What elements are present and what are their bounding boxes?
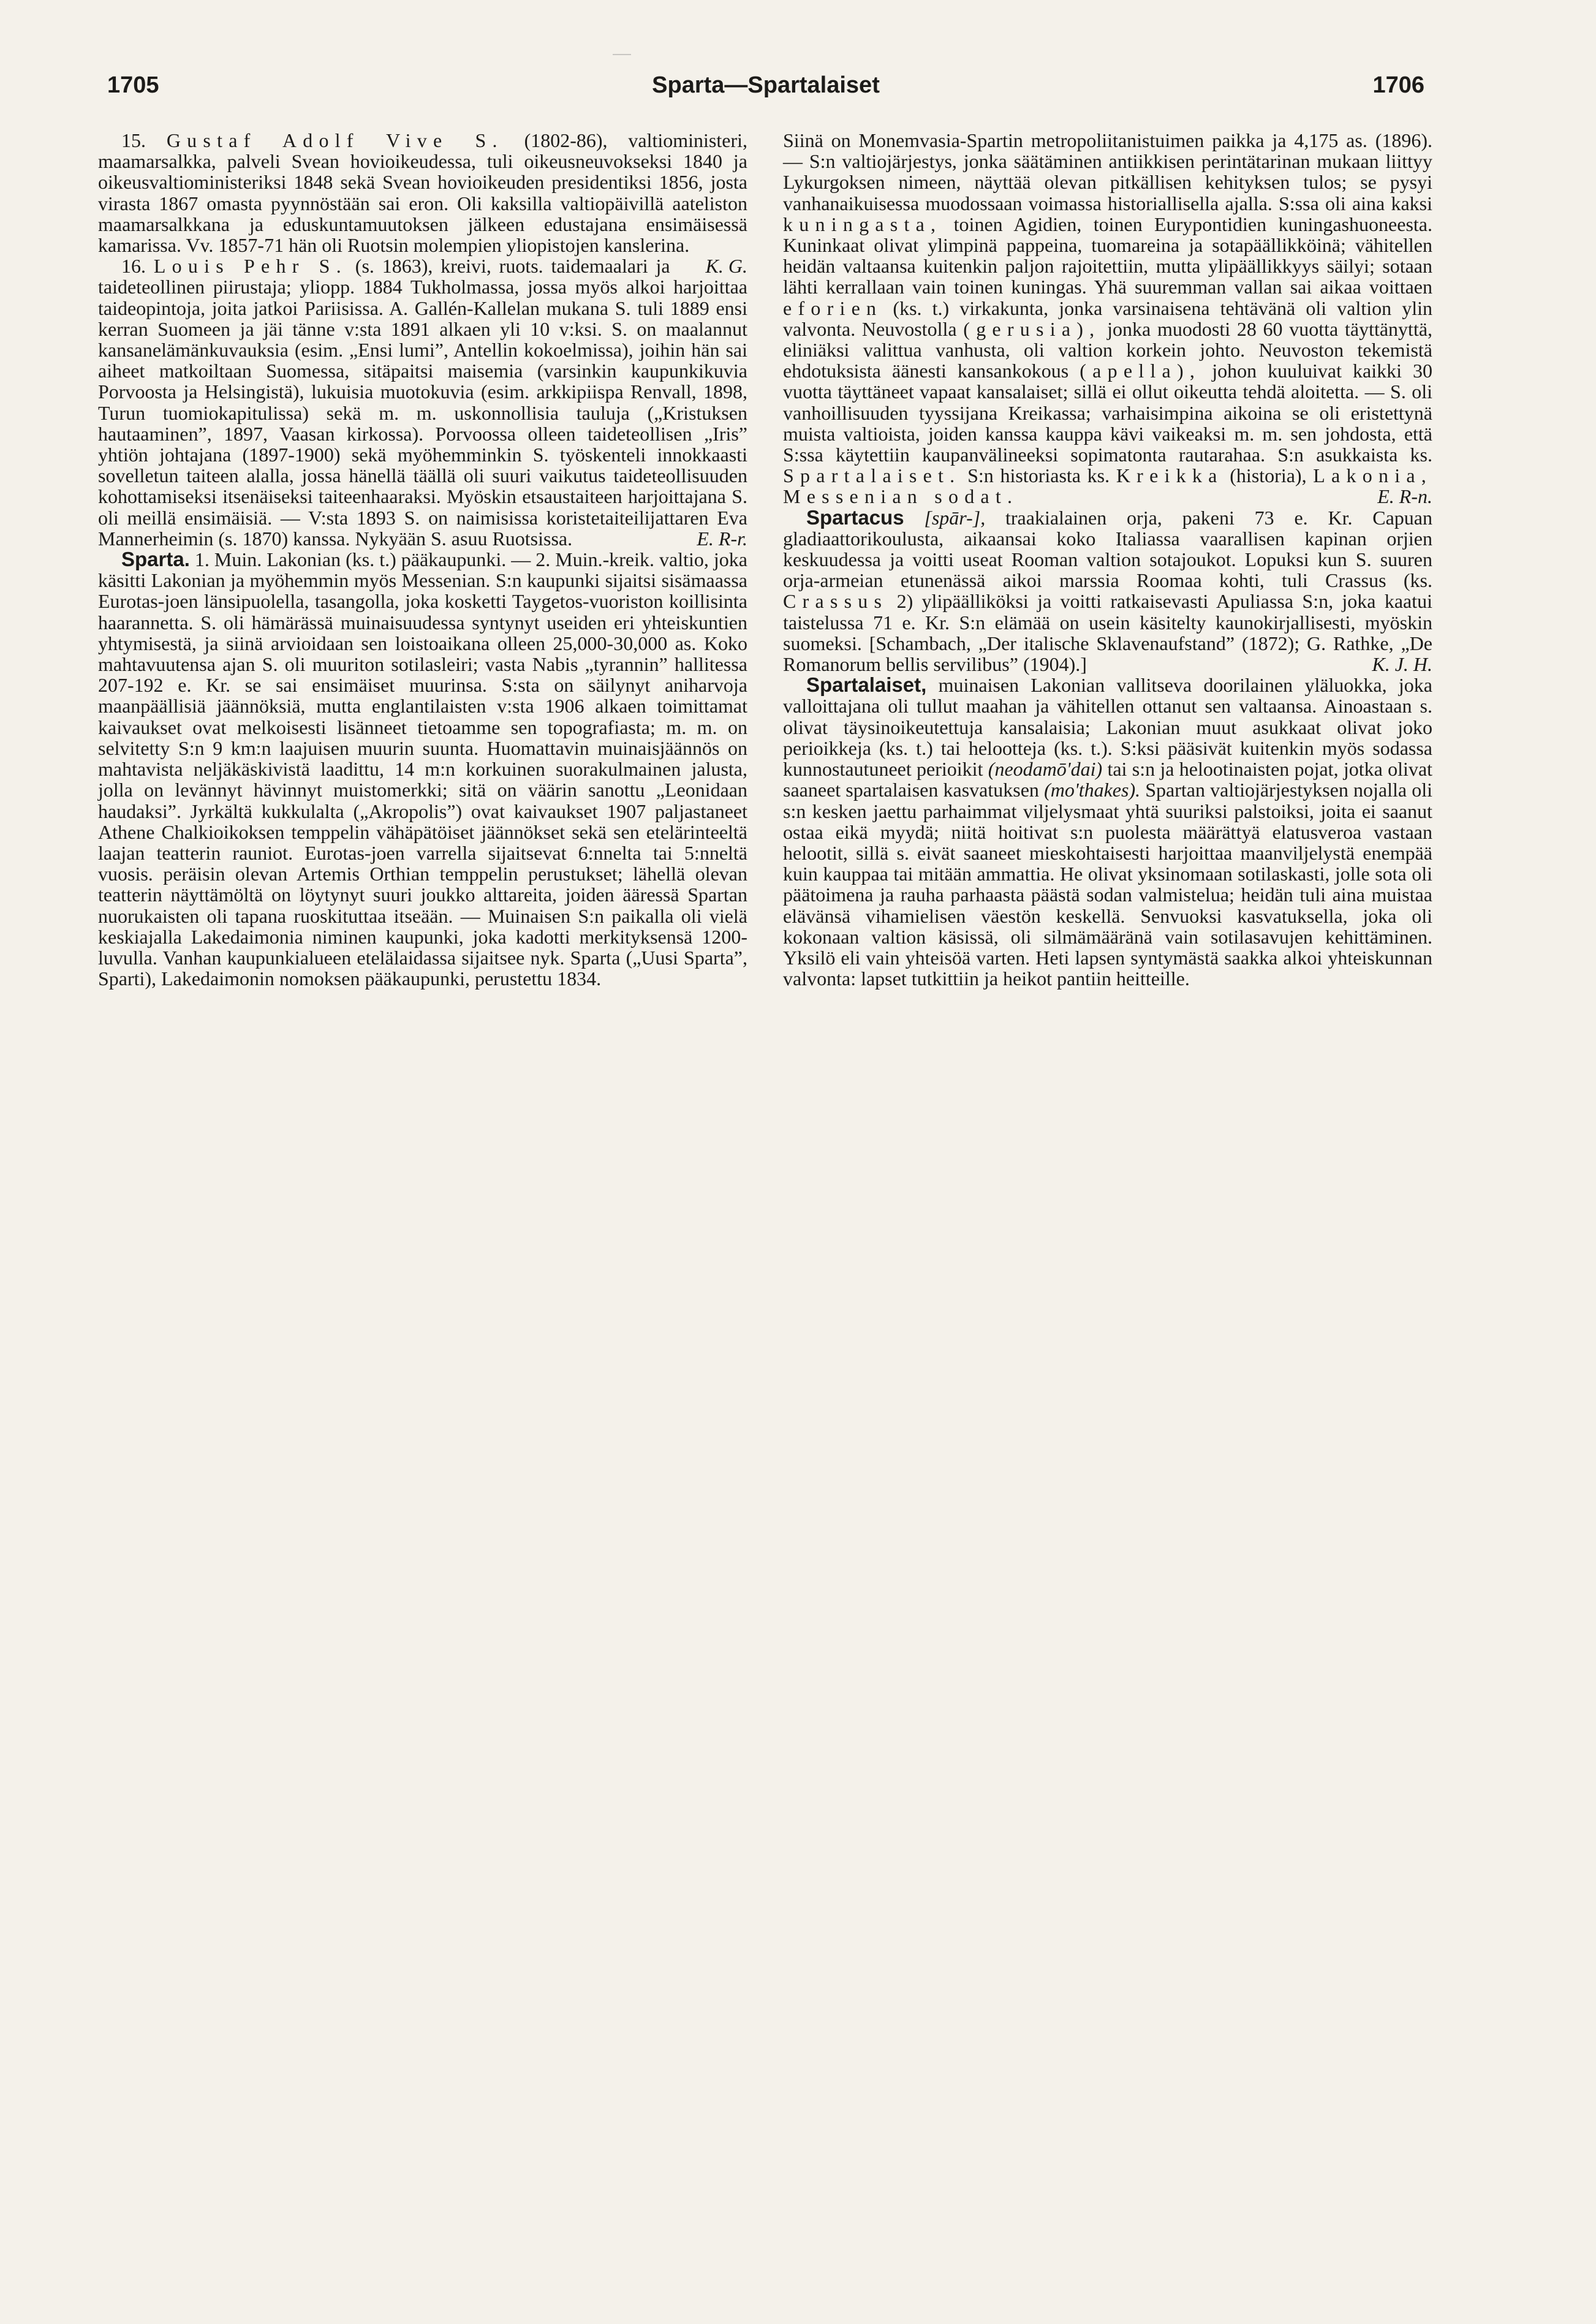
entry-signature: K. J. H. (1372, 653, 1432, 676)
entry-text: (historia), (1230, 464, 1307, 487)
entry-text: toinen Agidien, toinen Eurypontidien kuningashuoneesta. Kuninkaat olivat ylimpinä pappeina, tuomareina ja sotapäällikköinä; vähitellen heidän valtaansa kuitenkin paljon rajoitettiin, mutta ylipäällikkyys säilyi; sotaan lähti kerrallaan vain toinen kuningas. Yhä suuremman vallan sai aikaa voittaen (783, 213, 1433, 298)
entry-text: johon kuuluivat kaikki 30 vuotta täyttäneet vapaat kansalaiset; sillä ei ollut oikeutta tehdä aloitetta. — S. oli vanhoillisuuden tyyssijana Kreikassa; varhaisimpina aikoina se oli eristettynä muista valtioista, joiden kanssa kauppa kävi vaikeaksi m. m. sen johdosta, että S:ssa käytettiin kaupanvälineeksi sopimatonta rautarahaa. S:n asukkaista ks. (783, 360, 1433, 466)
running-title: Sparta—Spartalaiset (652, 72, 880, 98)
cross-reference: Lakonia, (1313, 464, 1433, 487)
entry-text: Spartan valtiojärjestyksen nojalla oli s:n kesken jaettu parhaimmat viljelysmaat yhtä suuriksi palstoiksi, joita ei saanut ostaa eikä myydä; niitä hoitivat s:n puolesta määrättyä elatusveroa vastaan helootit, sillä s. eivät saaneet mieskohtaisesti harjoittaa maanviljelystä enempää kuin kauppaa tai mitään ammattia. He olivat yksinomaan sotilaskasti, jolle sota oli päätoimena ja rauha parhaasta päästä sodan valmistelua; heidän tuli aina muistaa elävänsä vihamielisen väestön keskellä. Senvuoksi kasvatuksella, joka oli kokonaan valtion käsissä, oli silmämääränä vain sotilasavujen kehittäminen. Yksilö eli vain yhteisöä varten. Heti lapsen syntymästä saakka alkoi yhteiskunnan valvonta: lapset tutkittiin ja heikot pantiin heitteille. (783, 779, 1433, 990)
greek-term: (neodamō'dai) (988, 758, 1103, 781)
cross-reference: Kreikka (1116, 464, 1223, 487)
page-header (107, 72, 1424, 109)
entry-spartalaiset (783, 675, 1432, 989)
entry-number: 15. (121, 129, 146, 151)
spaced-term: eforien (783, 297, 883, 319)
entry-name: Louis Pehr S. (153, 255, 347, 278)
entry-signature: K. G. (705, 255, 747, 278)
cross-reference: Crassus (783, 590, 888, 613)
entry-text: muinaisen Lakonian vallitseva doorilainen yläluokka, joka valloittajana oli tullut maahan ja vähitellen ottanut sen valtaansa. Ainoastaan s. olivat täysinoikeutettuja kansalaisia; Lakonian muut asukkaat olivat joko perioikkeja (ks. t.) tai helootteja (ks. t.). S:ksi pääsivät kuitenkin myös sodassa kunnostautuneet perioikit (783, 674, 1433, 781)
spaced-term: kuningasta, (783, 213, 942, 235)
page-number-right: 1706 (1372, 72, 1424, 98)
pronunciation: [spār-], (924, 506, 986, 529)
entry-text: traakialainen orja, pakeni 73 e. Kr. Capuan gladiaattorikoulusta, aikaansai koko Italiassa vaarallisen kapinan orjien keskuudessa ja voitti useat Rooman valtion sotajoukot. Lopuksi kun S. suuren orja-armeian etunenässä aikoi marssia Roomaa kohti, tuli Crassus (ks. (783, 506, 1433, 592)
entry-text: (1802-86), valtioministeri, maamarsalkka, palveli Svean hovioikeudessa, tuli oikeusneuvokseksi 1840 ja oikeusvaltioministeriksi 1848 sekä Svean hovioikeuden presidentiksi 1856, josta virasta 1867 omasta pyynnöstään sai eron. Oli kaksilla valtiopäivillä aateliston maamarsalkkana ja eduskuntamuutoksen jälkeen edustajana ensimäisessä kamarissa. Vv. 1857-71 hän oli Ruotsin molempien yliopistojen kanslerina. (98, 129, 747, 257)
cross-reference: Spartalaiset. (783, 464, 961, 487)
entry-text: tai s:n ja helootinaisten pojat, jotka olivat saaneet spartalaisen kasvatuksen (783, 758, 1433, 801)
headword-spartacus: Spartacus (806, 505, 904, 529)
greek-term: (mo'thakes). (1044, 779, 1141, 801)
entry-text: (ks. t.) virkakunta, jonka varsinaisena tehtävänä oli valtion ylin valvonta. Neuvostolla (783, 297, 1433, 340)
entry-text: jonka muodosti 28 60 vuotta täyttänyttä, eliniäksi valittua vanhusta, oli valtion korkein johto. Neuvoston tekemistä ehdotuksista äänesti kansankokous (783, 317, 1433, 382)
spaced-term: (gerusia), (963, 317, 1101, 340)
cross-reference: Messenian sodat. (783, 485, 1019, 508)
entry-signature: E. R-r. (697, 527, 747, 550)
headword-sparta: Sparta. (121, 548, 190, 571)
entry-text: S:n historiasta ks. (967, 464, 1110, 487)
entry-spartacus (783, 507, 1432, 675)
entry-name: Gustaf Adolf Vive S. (166, 129, 504, 151)
entry-text: (s. 1863), kreivi, ruots. taidemaalari ja taideteollinen piirustaja; yliopp. 1884 Tukholmassa, jossa myös alkoi harjoittaa taideopintoja, joita jatkoi Pariisissa. A. Gallén-Kallelan mukana S. tuli 1889 ensi kerran Suomeen ja jäi tänne v:sta 1891 alkaen yli 10 v:ksi. S. on maalannut kansanelämänkuvauksia (esim. „Ensi lumi”, Antellin kokoelmissa), joihin hän sai aiheet matkoiltaan Suomessa, sitäpaitsi maisemia (varsinkin kaupunkikuvia Porvoosta ja Helsingistä), lukuisia muotokuvia (esim. arkkipiispa Renvall, 1898, Turun tuomiokapitulissa) sekä m. m. uskonnollisia tauluja („Kristuksen hautaaminen”, 1897, Vaasan kirkossa). Porvoossa olleen taideteollisen „Iris” yhtiön johtajana (1897-1900) sekä myöhemminkin S. työskenteli innokkaasti sovelletun taiteen alalla, jossa hänellä täällä oli suuri vaikutus taideteollisuuden kohottamiseksi itsenäiseksi taiteenhaaraksi. Myöskin etsaustaiteen harjoittajana S. oli meillä ensimäisiä. — V:sta 1893 S. on naimisissa koristetaiteilijattaren Eva Mannerheimin (s. 1870) kanssa. Nykyään S. asuu Ruotsissa. (98, 255, 747, 550)
entry-text: Siinä on Monemvasia-Spartin metropoliitanistuimen paikka ja 4,175 as. (1896). — S:n valtiojärjestys, jonka säätäminen antiikkisen perintätarinan mukaan liittyy Lykurgoksen nimeen, näyttää olevan pitkällisen kehityksen tulos; se pysyi vanhanaikuisessa muodossaan voimassa historiallisella ajalla. S:ssa oli aina kaksi (783, 129, 1432, 214)
entry-sparta-continued (783, 130, 1432, 507)
left-column (98, 130, 747, 989)
entry-sparta (98, 549, 747, 989)
entry-text: 2) ylipäälliköksi ja voitti ratkaisevasti Apuliassa S:n, joka kaatui taistelussa 71 e. Kr. S:n elämää on usein käsitelty kaunokirjallisesti, myöskin suomeksi. [Schambach, „Der italische Sklavenaufstand” (1872); G. Rathke, „De Romanorum bellis servilibus” (1904).] (783, 590, 1433, 676)
headword-spartalaiset: Spartalaiset, (806, 673, 927, 697)
print-mark (613, 54, 631, 55)
right-column (783, 130, 1432, 989)
entry-text: 1. Muin. Lakonian (ks. t.) pääkaupunki. — 2. Muin.-kreik. valtio, joka käsitti Lakonian ja myöhemmin myös Messenian. S:n kaupunki sijaitsi sisämaassa Eurotas-joen länsipuolella, tasangolla, joka kosketti Taygetos-vuoriston koillisinta haarannetta. S. oli hämärässä muinaisuudessa syntynyt useiden eri yhteiskuntien yhtymisestä, ja siinä arvioidaan sen loistoaikana olleen 25,000-30,000 as. Koko mahtavuutensa ajan S. oli muuriton sotilasleiri; vasta Nabis „tyrannin” hallitessa 207-192 e. Kr. se sai ensimäiset muurinsa. S:sta on säilynyt aniharvoja maanpäällisiä jäännöksiä, mutta englantilaisten v:sta 1906 alkaen toimittamat kaivaukset ovat melkoisesti lisänneet tietoamme sen topografiasta; m. m. on selvitetty S:n 9 km:n laajuisen muurin suunta. Huomattavin muinaisjäännös on mahtavista neljäkäskivistä laadittu, 14 m:n korkuinen suorakulmainen jalusta, jolla on levännyt hävinnyt muistomerkki; sitä on väärin sanottu „Leonidaan haudaksi”. Jyrkältä kukkulalta („Akropolis”) ovat kaivaukset 1907 paljastaneet Athene Chalkioikoksen temppelin vähäpätöiset jäännökset sekä sen etelärinteeltä laajan teatterin rauniot. Eurotas-joen varrella sijaitsevat 6:nnelta tai 5:nneltä vuosis. peräisin olevan Artemis Orthian temppelin perustukset; lähellä olevan teatterin näyttämöltä on löytynyt suuri joukko alttareita, joiden ääressä Spartan nuorukaisten oli tapana ruoskituttaa itseään. — Muinaisen S:n paikalla oli vielä keskiajalla Lakedaimonia niminen kaupunki, joka kadotti merkityksensä 1200-luvulla. Vanhan kaupunkialueen etelälaidassa sijaitsee nyk. Sparta („Uusi Sparta”, Sparti), Lakedaimonin nomoksen pääkaupunki, perustettu 1834. (98, 548, 748, 990)
entry-number: 16. (121, 255, 146, 278)
spaced-term: (apella), (1080, 360, 1201, 382)
entry-louis-pehr (98, 255, 747, 549)
page-number-left: 1705 (107, 72, 159, 98)
entry-signature: E. R-n. (1377, 485, 1432, 508)
